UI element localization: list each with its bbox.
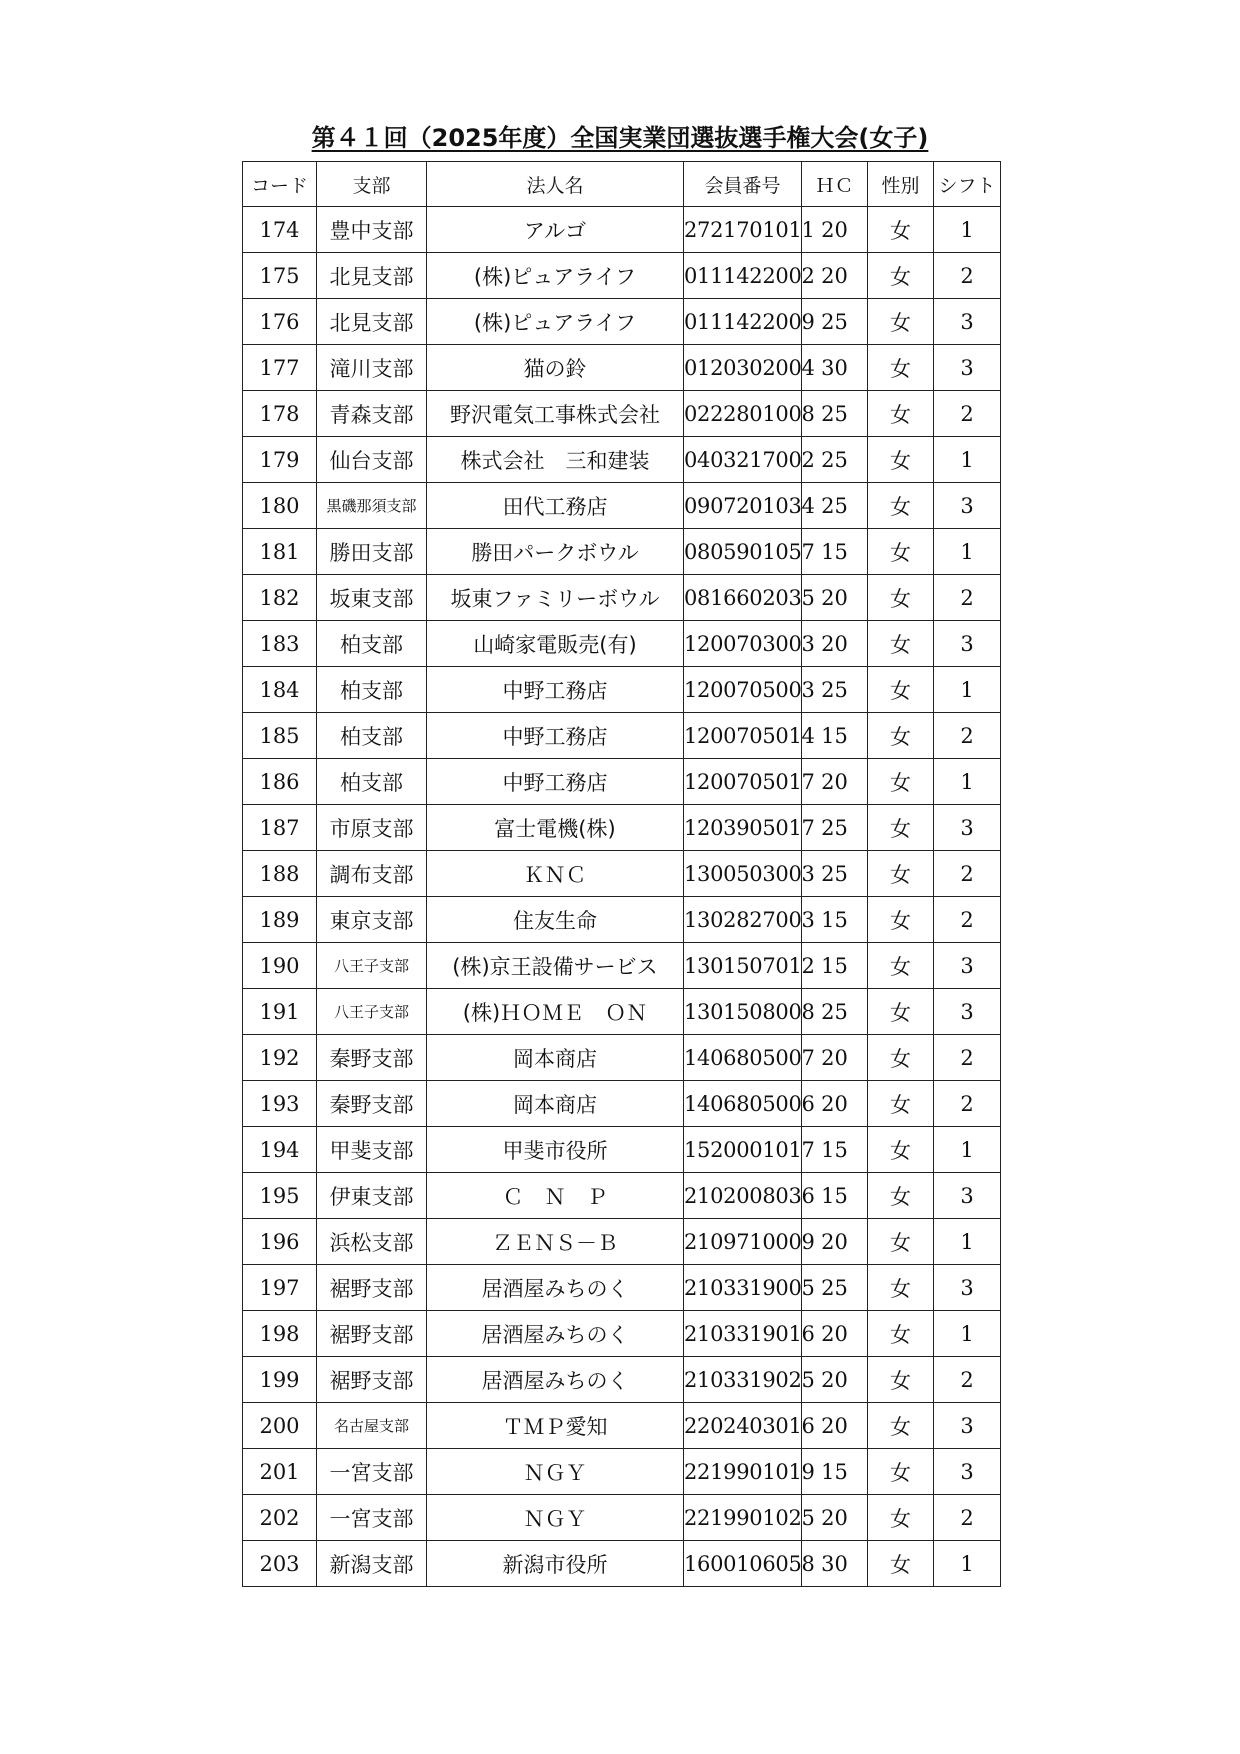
- cell-branch: 八王子支部: [317, 989, 427, 1035]
- cell-branch: 伊東支部: [317, 1173, 427, 1219]
- cell-shift: 3: [934, 345, 1001, 391]
- cell-member: 1302827003: [684, 897, 802, 943]
- cell-code: 180: [243, 483, 317, 529]
- cell-branch: 青森支部: [317, 391, 427, 437]
- cell-branch: 調布支部: [317, 851, 427, 897]
- cell-member: 2202403016: [684, 1403, 802, 1449]
- cell-branch: 新潟支部: [317, 1541, 427, 1587]
- cell-shift: 2: [934, 851, 1001, 897]
- table-row: [243, 1541, 1001, 1587]
- table-row: [243, 391, 1001, 437]
- cell-member: 1200705017: [684, 759, 802, 805]
- cell-corp: 岡本商店: [427, 1081, 684, 1127]
- roster-body: [243, 207, 1001, 1587]
- table-row: [243, 437, 1001, 483]
- header-hc: ＨＣ: [802, 162, 868, 207]
- cell-gender: 女: [868, 1081, 934, 1127]
- cell-branch: 甲斐支部: [317, 1127, 427, 1173]
- cell-corp: (株)ＨＯＭＥ ＯＮ: [427, 989, 684, 1035]
- cell-gender: 女: [868, 1173, 934, 1219]
- cell-member: 1301508008: [684, 989, 802, 1035]
- cell-gender: 女: [868, 897, 934, 943]
- cell-gender: 女: [868, 1265, 934, 1311]
- cell-gender: 女: [868, 1357, 934, 1403]
- cell-member: 2219901025: [684, 1495, 802, 1541]
- cell-shift: 3: [934, 483, 1001, 529]
- cell-shift: 1: [934, 667, 1001, 713]
- cell-hc: 25: [802, 805, 868, 851]
- cell-code: 185: [243, 713, 317, 759]
- cell-gender: 女: [868, 943, 934, 989]
- cell-code: 203: [243, 1541, 317, 1587]
- cell-corp: (株)京王設備サービス: [427, 943, 684, 989]
- cell-member: 1406805006: [684, 1081, 802, 1127]
- cell-gender: 女: [868, 207, 934, 253]
- cell-branch: 勝田支部: [317, 529, 427, 575]
- cell-shift: 2: [934, 253, 1001, 299]
- cell-gender: 女: [868, 713, 934, 759]
- table-row: [243, 1357, 1001, 1403]
- cell-shift: 1: [934, 207, 1001, 253]
- cell-branch: 黒磯那須支部: [317, 483, 427, 529]
- cell-shift: 1: [934, 1127, 1001, 1173]
- table-row: [243, 1173, 1001, 1219]
- cell-branch: 名古屋支部: [317, 1403, 427, 1449]
- cell-corp: 中野工務店: [427, 667, 684, 713]
- table-row: [243, 207, 1001, 253]
- cell-branch: 浜松支部: [317, 1219, 427, 1265]
- cell-corp: 居酒屋みちのく: [427, 1311, 684, 1357]
- cell-code: 195: [243, 1173, 317, 1219]
- table-row: [243, 529, 1001, 575]
- cell-branch: 豊中支部: [317, 207, 427, 253]
- cell-hc: 20: [802, 1311, 868, 1357]
- cell-code: 182: [243, 575, 317, 621]
- cell-code: 197: [243, 1265, 317, 1311]
- cell-corp: 居酒屋みちのく: [427, 1265, 684, 1311]
- table-row: [243, 299, 1001, 345]
- cell-branch: 市原支部: [317, 805, 427, 851]
- cell-code: 189: [243, 897, 317, 943]
- cell-gender: 女: [868, 1035, 934, 1081]
- table-row: [243, 621, 1001, 667]
- cell-code: 193: [243, 1081, 317, 1127]
- cell-member: 2102008036: [684, 1173, 802, 1219]
- cell-hc: 25: [802, 391, 868, 437]
- cell-code: 181: [243, 529, 317, 575]
- cell-member: 1301507012: [684, 943, 802, 989]
- cell-corp: ＫＮＣ: [427, 851, 684, 897]
- cell-branch: 柏支部: [317, 759, 427, 805]
- cell-member: 1203905017: [684, 805, 802, 851]
- cell-branch: 一宮支部: [317, 1449, 427, 1495]
- table-row: [243, 989, 1001, 1035]
- header-code: コード: [243, 162, 317, 207]
- cell-gender: 女: [868, 575, 934, 621]
- cell-member: 1600106058: [684, 1541, 802, 1587]
- cell-hc: 25: [802, 437, 868, 483]
- table-row: [243, 667, 1001, 713]
- cell-gender: 女: [868, 759, 934, 805]
- table-row: [243, 1449, 1001, 1495]
- cell-code: 179: [243, 437, 317, 483]
- cell-corp: 田代工務店: [427, 483, 684, 529]
- table-row: [243, 253, 1001, 299]
- cell-gender: 女: [868, 1541, 934, 1587]
- cell-branch: 秦野支部: [317, 1035, 427, 1081]
- cell-member: 2721701011: [684, 207, 802, 253]
- table-row: [243, 483, 1001, 529]
- cell-corp: 勝田パークボウル: [427, 529, 684, 575]
- cell-hc: 30: [802, 345, 868, 391]
- cell-branch: 裾野支部: [317, 1357, 427, 1403]
- cell-shift: 2: [934, 1035, 1001, 1081]
- table-row: [243, 1311, 1001, 1357]
- cell-gender: 女: [868, 1219, 934, 1265]
- cell-hc: 15: [802, 897, 868, 943]
- cell-branch: 裾野支部: [317, 1311, 427, 1357]
- cell-member: 1200703003: [684, 621, 802, 667]
- cell-branch: 柏支部: [317, 621, 427, 667]
- cell-hc: 25: [802, 1265, 868, 1311]
- cell-hc: 15: [802, 529, 868, 575]
- table-row: [243, 1081, 1001, 1127]
- cell-member: 1406805007: [684, 1035, 802, 1081]
- table-row: [243, 759, 1001, 805]
- cell-code: 191: [243, 989, 317, 1035]
- table-row: [243, 575, 1001, 621]
- cell-gender: 女: [868, 1449, 934, 1495]
- cell-hc: 30: [802, 1541, 868, 1587]
- cell-hc: 25: [802, 851, 868, 897]
- header-shift: シフト: [934, 162, 1001, 207]
- cell-member: 0111422009: [684, 299, 802, 345]
- cell-branch: 坂東支部: [317, 575, 427, 621]
- cell-gender: 女: [868, 989, 934, 1035]
- cell-corp: 新潟市役所: [427, 1541, 684, 1587]
- cell-shift: 3: [934, 1403, 1001, 1449]
- cell-branch: 八王子支部: [317, 943, 427, 989]
- cell-gender: 女: [868, 851, 934, 897]
- cell-hc: 15: [802, 1449, 868, 1495]
- cell-corp: 居酒屋みちのく: [427, 1357, 684, 1403]
- table-row: [243, 1035, 1001, 1081]
- cell-corp: 富士電機(株): [427, 805, 684, 851]
- cell-hc: 20: [802, 575, 868, 621]
- cell-corp: ＴＭＰ愛知: [427, 1403, 684, 1449]
- cell-code: 184: [243, 667, 317, 713]
- cell-hc: 25: [802, 483, 868, 529]
- cell-member: 0222801008: [684, 391, 802, 437]
- cell-member: 1200705014: [684, 713, 802, 759]
- cell-hc: 20: [802, 1219, 868, 1265]
- cell-gender: 女: [868, 437, 934, 483]
- cell-gender: 女: [868, 253, 934, 299]
- cell-code: 194: [243, 1127, 317, 1173]
- cell-shift: 1: [934, 1311, 1001, 1357]
- cell-shift: 3: [934, 1265, 1001, 1311]
- cell-member: 2219901019: [684, 1449, 802, 1495]
- cell-corp: 中野工務店: [427, 713, 684, 759]
- header-member: 会員番号: [684, 162, 802, 207]
- cell-corp: 住友生命: [427, 897, 684, 943]
- table-row: [243, 897, 1001, 943]
- table-row: [243, 1265, 1001, 1311]
- table-row: [243, 1127, 1001, 1173]
- cell-branch: 柏支部: [317, 713, 427, 759]
- cell-code: 201: [243, 1449, 317, 1495]
- cell-member: 0403217002: [684, 437, 802, 483]
- cell-hc: 20: [802, 759, 868, 805]
- table-row: [243, 943, 1001, 989]
- cell-hc: 20: [802, 1403, 868, 1449]
- cell-hc: 20: [802, 207, 868, 253]
- header-branch: 支部: [317, 162, 427, 207]
- cell-corp: アルゴ: [427, 207, 684, 253]
- header-row: [243, 162, 1001, 207]
- cell-branch: 一宮支部: [317, 1495, 427, 1541]
- cell-member: 1200705003: [684, 667, 802, 713]
- cell-hc: 15: [802, 713, 868, 759]
- cell-hc: 20: [802, 253, 868, 299]
- cell-shift: 2: [934, 575, 1001, 621]
- cell-member: 0805901057: [684, 529, 802, 575]
- cell-shift: 2: [934, 897, 1001, 943]
- table-row: [243, 1495, 1001, 1541]
- cell-hc: 15: [802, 943, 868, 989]
- table-row: [243, 345, 1001, 391]
- cell-branch: 秦野支部: [317, 1081, 427, 1127]
- cell-hc: 25: [802, 299, 868, 345]
- cell-code: 177: [243, 345, 317, 391]
- cell-code: 190: [243, 943, 317, 989]
- cell-code: 178: [243, 391, 317, 437]
- cell-corp: 中野工務店: [427, 759, 684, 805]
- cell-shift: 3: [934, 621, 1001, 667]
- table-row: [243, 805, 1001, 851]
- cell-hc: 15: [802, 1127, 868, 1173]
- cell-code: 198: [243, 1311, 317, 1357]
- cell-branch: 柏支部: [317, 667, 427, 713]
- cell-gender: 女: [868, 805, 934, 851]
- cell-member: 1520001017: [684, 1127, 802, 1173]
- cell-shift: 1: [934, 437, 1001, 483]
- cell-branch: 仙台支部: [317, 437, 427, 483]
- cell-member: 0816602035: [684, 575, 802, 621]
- cell-corp: 野沢電気工事株式会社: [427, 391, 684, 437]
- cell-corp: 株式会社 三和建装: [427, 437, 684, 483]
- cell-branch: 滝川支部: [317, 345, 427, 391]
- cell-shift: 2: [934, 713, 1001, 759]
- page-title: 第４１回（2025年度）全国実業団選抜選手権大会(女子): [311, 124, 929, 152]
- cell-gender: 女: [868, 1311, 934, 1357]
- cell-shift: 2: [934, 391, 1001, 437]
- table-row: [243, 1219, 1001, 1265]
- cell-member: 2103319025: [684, 1357, 802, 1403]
- cell-shift: 3: [934, 943, 1001, 989]
- cell-code: 199: [243, 1357, 317, 1403]
- cell-member: 2103319005: [684, 1265, 802, 1311]
- table-row: [243, 713, 1001, 759]
- cell-shift: 2: [934, 1081, 1001, 1127]
- cell-code: 202: [243, 1495, 317, 1541]
- cell-hc: 20: [802, 1495, 868, 1541]
- cell-corp: Ｃ Ｎ Ｐ: [427, 1173, 684, 1219]
- cell-corp: 山崎家電販売(有): [427, 621, 684, 667]
- cell-gender: 女: [868, 391, 934, 437]
- cell-hc: 15: [802, 1173, 868, 1219]
- header-gender: 性別: [868, 162, 934, 207]
- table-row: [243, 851, 1001, 897]
- cell-shift: 2: [934, 1495, 1001, 1541]
- cell-shift: 3: [934, 1449, 1001, 1495]
- cell-shift: 3: [934, 805, 1001, 851]
- cell-code: 192: [243, 1035, 317, 1081]
- cell-shift: 1: [934, 759, 1001, 805]
- cell-hc: 20: [802, 1081, 868, 1127]
- cell-gender: 女: [868, 1127, 934, 1173]
- cell-branch: 北見支部: [317, 253, 427, 299]
- table-row: [243, 1403, 1001, 1449]
- cell-corp: ＮＧＹ: [427, 1495, 684, 1541]
- cell-gender: 女: [868, 483, 934, 529]
- cell-hc: 20: [802, 1357, 868, 1403]
- cell-member: 0111422002: [684, 253, 802, 299]
- cell-member: 2103319016: [684, 1311, 802, 1357]
- cell-code: 186: [243, 759, 317, 805]
- cell-member: 2109710009: [684, 1219, 802, 1265]
- cell-branch: 東京支部: [317, 897, 427, 943]
- cell-hc: 25: [802, 667, 868, 713]
- cell-code: 187: [243, 805, 317, 851]
- roster-table: [242, 161, 1001, 1587]
- cell-shift: 1: [934, 1219, 1001, 1265]
- header-corp: 法人名: [427, 162, 684, 207]
- cell-corp: ＮＧＹ: [427, 1449, 684, 1495]
- cell-shift: 3: [934, 1173, 1001, 1219]
- cell-code: 174: [243, 207, 317, 253]
- cell-branch: 北見支部: [317, 299, 427, 345]
- cell-member: 0907201034: [684, 483, 802, 529]
- cell-shift: 3: [934, 989, 1001, 1035]
- cell-gender: 女: [868, 621, 934, 667]
- cell-hc: 20: [802, 621, 868, 667]
- cell-member: 0120302004: [684, 345, 802, 391]
- cell-code: 200: [243, 1403, 317, 1449]
- cell-code: 196: [243, 1219, 317, 1265]
- cell-hc: 20: [802, 1035, 868, 1081]
- cell-code: 176: [243, 299, 317, 345]
- cell-gender: 女: [868, 345, 934, 391]
- cell-member: 1300503003: [684, 851, 802, 897]
- cell-corp: 岡本商店: [427, 1035, 684, 1081]
- cell-gender: 女: [868, 1495, 934, 1541]
- cell-code: 183: [243, 621, 317, 667]
- cell-corp: (株)ピュアライフ: [427, 299, 684, 345]
- cell-hc: 25: [802, 989, 868, 1035]
- cell-corp: ＺＥＮＳ－Ｂ: [427, 1219, 684, 1265]
- cell-gender: 女: [868, 299, 934, 345]
- cell-gender: 女: [868, 1403, 934, 1449]
- cell-corp: 坂東ファミリーボウル: [427, 575, 684, 621]
- cell-shift: 2: [934, 1357, 1001, 1403]
- cell-code: 188: [243, 851, 317, 897]
- cell-shift: 3: [934, 299, 1001, 345]
- cell-code: 175: [243, 253, 317, 299]
- cell-shift: 1: [934, 1541, 1001, 1587]
- cell-corp: (株)ピュアライフ: [427, 253, 684, 299]
- cell-shift: 1: [934, 529, 1001, 575]
- cell-corp: 甲斐市役所: [427, 1127, 684, 1173]
- cell-branch: 裾野支部: [317, 1265, 427, 1311]
- cell-gender: 女: [868, 667, 934, 713]
- cell-corp: 猫の鈴: [427, 345, 684, 391]
- cell-gender: 女: [868, 529, 934, 575]
